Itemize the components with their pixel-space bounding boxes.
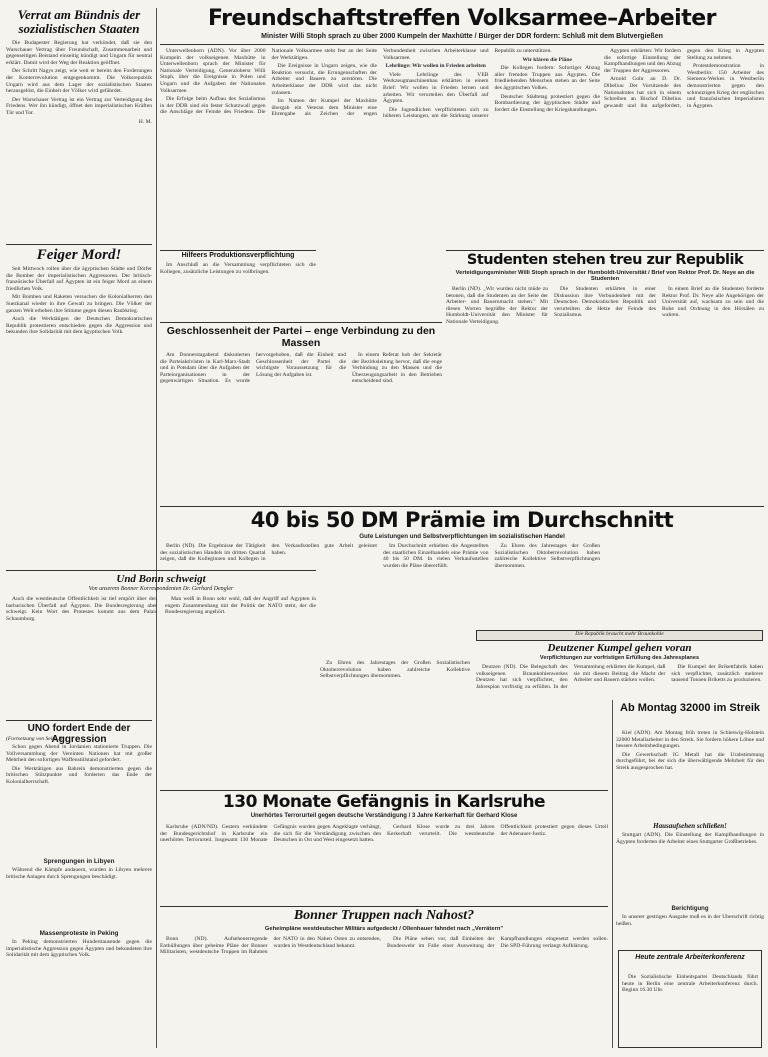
- geschlossenheit-paragraph: In einem Referat hob der Sekretär der Bezirksleitung hervor, daß die enge Verbindung zu den Massen und die Überzeugungsarbeit in den Betrieben entscheidend sind.: [352, 352, 442, 385]
- divider: [160, 322, 442, 323]
- divider: [6, 720, 152, 721]
- streik-headline: Ab Montag 32000 im Streik: [620, 702, 760, 714]
- sprengungen-headline: Sprengungen in Libyen: [43, 858, 115, 865]
- praemie-paragraph: Berlin (ND). Die Ergebnisse der Tätigkeit des sozialistischen Handels im dritten Quartal zeigen, daß die Kolleginnen und Kollegen in den Verkaufsstellen gute Arbeit geleistet haben.: [160, 543, 377, 563]
- verrat-headline: Verrat am Bündnis der sozialistischen Staaten: [17, 7, 141, 36]
- peking-headline: Massenproteste in Peking: [39, 930, 119, 937]
- deutzener-headline: Deutzener Kumpel gehen voran: [547, 642, 692, 654]
- main-right-article: [604, 48, 764, 248]
- main-paragraph: Die Ereignisse in Ungarn zeigen, wie die Reaktion versucht, die Errungenschaften der Arbeiter und Bauern zu zerstören. Die Arbeiterklasse der DDR wird das nicht zulassen.: [271, 63, 377, 96]
- geschlossenheit-article: [160, 352, 442, 502]
- studenten-headline: Studenten stehen treu zur Republik: [466, 252, 744, 268]
- main-article: [160, 48, 600, 248]
- divider: [160, 790, 608, 791]
- bonner-headline: Bonner Truppen nach Nahost?: [293, 908, 475, 923]
- main-paragraph: Unterwellenborn (ADN). Vor über 2000 Kumpeln der volkseigenen Maxhütte in Unterwellenborn sprach der Minister für Nationale Verteidigung, Generaloberst Willi Stoph, über die Ereignisse in Polen und Ungarn und die Aufgaben der Nationalen Volksarmee.: [160, 48, 266, 94]
- studenten-paragraph: Berlin (ND). „Wir wurden nicht müde zu betonen, daß die Studenten an der Seite der Arbeiter- und Bauernmacht stehen." Mit diesen Worten begrüßte der Rektor der Humboldt-Universität den Minister für Nationale Verteidigung.: [446, 286, 548, 325]
- deutzener-banner: Die Republik braucht mehr Braunkohle: [575, 631, 664, 637]
- column-divider: [156, 8, 157, 1048]
- main-subline: Minister Willi Stoph sprach zu über 2000 Kumpeln der Maxhütte / Bürger der DDR fordern: Schluß mit dem Blutvergießen: [261, 33, 663, 40]
- feiger-article: [6, 266, 152, 566]
- bonner-subline: Geheimpläne westdeutscher Militärs aufgedeckt / Ollenhauer fahndet nach „Verrätern": [264, 926, 504, 932]
- hilfe-paragraph: Im Anschluß an die Versammlung verpflichteten sich die Kollegen, zusätzliche Leistungen zu vollbringen.: [160, 262, 316, 275]
- feiger-headline: Feiger Mord!: [36, 247, 122, 263]
- praemie-continued: [320, 660, 470, 786]
- bonner-article: [160, 936, 608, 1046]
- lehrlinge-headline: Lehrlinge: Wir wollen in Frieden arbeiten: [385, 63, 486, 70]
- studenten-paragraph: In einem Brief an die Studenten forderte Rektor Prof. Dr. Neye alle Angehörigen der Universität auf, wachsam zu sein und die Ruhe und Ordnung in den Hörsälen zu wahren.: [662, 286, 764, 319]
- divider: [6, 244, 152, 245]
- studenten-subline: Verteidigungsminister Willi Stoph sprach in der Humboldt-Universität / Brief von Rektor Prof. Dr. Neye an die Studenten: [455, 270, 755, 282]
- bonn-paragraph: Auch die westdeutsche Öffentlichkeit ist tief empört über den barbarischen Überfall auf Ägypten. Die Bundesregierung aber schweigt. Kein Wort des Protestes kommt aus dem Palais Schaumburg.: [6, 596, 157, 622]
- right-paragraph: Arnold Gohr an D. Dr. Dibelius: Der Vorsitzende des Nationalrates hat sich in einem Schreiben an Bischof Dibelius gewandt und ihn aufgefordert, gegen den Krieg in Ägypten Stellung zu nehmen.: [604, 48, 764, 109]
- uno-headline: UNO fordert Ende der Aggression: [27, 723, 131, 745]
- arbeiterkonferenz-title: Heute zentrale Arbeiterkonferenz: [635, 954, 745, 961]
- praemie-paragraph: Zu Ehren des Jahrestages der Großen Sozialistischen Oktoberrevolution haben zahlreiche Kollektive Selbstverpflichtungen übernommen.: [494, 543, 600, 569]
- lehrlinge-paragraph: Viele Lehrlinge des VEB Werkzeugmaschinenbau erklärten in einem Brief: Wir wollen in Frieden lernen und arbeiten. Wir verurteilen den Überfall auf Ägypten.: [383, 71, 489, 105]
- uno-sub: (Fortsetzung von Seite 1): [6, 736, 63, 742]
- studenten-paragraph: Die Studenten erklärten in einer Diskussion ihre Verbundenheit mit der Deutschen Demokratischen Republik und verurteilten die Hetze der Feinde des Sozialismus.: [554, 286, 656, 319]
- uno-paragraph: Die Werktätigen aus Bahrein demonstrierten gegen die britischen Stützpunkte und forderten das Ende der Kolonialherrschaft.: [6, 765, 152, 785]
- deutzener-subline: Verpflichtungen zur vorfristigen Erfüllung des Jahresplanes: [539, 655, 700, 661]
- bonn-headline: Und Bonn schweigt: [116, 573, 206, 585]
- verrat-article: [6, 40, 152, 240]
- praemie-subline: Gute Leistungen und Selbstverpflichtungen im sozialistischen Handel: [359, 533, 565, 540]
- praemie-paragraph: Zu Ehren des Jahrestages der Großen Sozialistischen Oktoberrevolution haben zahlreiche Kollektive Selbstverpflichtungen übernommen.: [320, 660, 470, 680]
- verrat-paragraph: Der Warschauer Vertrag ist ein Vertrag zur Verteidigung des Friedens. Wer ihn kündigt, öffnet den imperialistischen Kräften Tür und Tor.: [6, 96, 152, 116]
- praemie-headline: 40 bis 50 DM Prämie im Durchschnitt: [250, 508, 674, 532]
- feiger-paragraph: Seit Mittwoch rollen über die ägyptischen Städte und Dörfer die Bomber der imperialistischen Aggressoren. Der britisch-französische Überfall auf Ägypten ist ein feiger Mord an einem friedlichen Volk.: [6, 266, 152, 292]
- bonn-byline: Von unserem Bonner Korrespondenten Dr. Gerhard Dengler: [88, 586, 234, 592]
- divider: [446, 250, 764, 251]
- peking-paragraph: In Peking demonstrierten Hunderttausende gegen die imperialistische Aggression gegen Ägypten und bekundeten ihre Solidarität mit dem ägyptischen Volk.: [6, 939, 152, 959]
- praemie-paragraph: Im Durchschnitt erhielten die Angestellten des staatlichen Einzelhandels eine Prämie von 40 bis 50 DM. In vielen Verkaufsstellen wurden die Pläne übererfüllt.: [383, 543, 489, 569]
- streik-paragraph: Kiel (ADN). Am Montag früh treten in Schleswig-Holstein 32000 Metallarbeiter in den Streik. Sie fordern höhere Löhne und bessere Arbeitsbedingungen.: [616, 730, 764, 750]
- verrat-paragraph: Der Schritt Nagys zeigt, wie weit er bereits den Forderungen der Konterrevolution entgegenkommt. Die Volksrepublik Ungarn wird aus dem Lager der sozialistischen Staaten herausgelöst, die Einheit der Völker wird gefährdet.: [6, 68, 152, 95]
- sprengungen-paragraph: Während die Kämpfe andauern, wurden in Libyen mehrere britische Anlagen durch Sprengungen beschädigt.: [6, 867, 152, 880]
- streik-paragraph: Die Gewerkschaft IG Metall hat die Urabstimmung durchgeführt, bei der sich die überwältigende Mehrheit für den Streik ausgesprochen hat.: [616, 751, 764, 771]
- right-paragraph: Protestdemonstration in Westberlin: 150 Arbeiter des Siemens-Werkes in Westberlin demonstrierten gegen den schmutzigen Krieg der englischen und französischen Imperialisten in Ägypten.: [687, 63, 764, 109]
- streik-article: [616, 730, 764, 820]
- klose-paragraph: Karlsruhe (ADN/ND). Gestern verkündete der Bundesgerichtshof in Karlsruhe ein unerhörtes Terrorurteil. Insgesamt 130 Monate Gefängnis wurden gegen Angeklagte verhängt, die sich für die Verständigung zwischen den Deutschen in Ost und West eingesetzt hatten.: [160, 824, 381, 844]
- lehrlinge-paragraph: Die Jugendlichen verpflichteten sich zu höheren Leistungen, um die Stärkung unserer Republik zu unterstützen.: [383, 48, 552, 120]
- deutzener-paragraph: Die Kumpel der Brikettfabrik haben sich verpflichtet, zusätzlich mehrere tausend Tonnen Briketts zu produzieren.: [671, 664, 763, 684]
- hilfe-headline: Hilfeers Produktionsverpflichtung: [181, 252, 295, 259]
- studenten-article: [446, 286, 764, 502]
- verrat-signature: H. M.: [138, 118, 152, 125]
- streik-sub-article: [616, 832, 764, 902]
- bonner-paragraph: Die Pläne sehen vor, daß Einheiten der Bundeswehr im Falle einer Ausweitung der Kampfhandlungen eingesetzt werden sollen. Die SPD-Führung verlangt Aufklärung.: [387, 936, 608, 949]
- verrat-paragraph: Die Budapester Regierung hat verkündet, daß sie den Warschauer Vertrag über Freundschaft, Zusammenarbeit und gegenseitigen Beistand einseitig kündigt und Ungarn für neutral erklärt. Damit wird der Weg der Reaktion geöffnet.: [6, 40, 152, 66]
- sprengungen-article: [6, 867, 152, 927]
- column-divider: [612, 700, 613, 1048]
- peking-article: [6, 939, 152, 1044]
- aegypten-paragraph: Die Kollegen fordern: Sofortiger Abzug aller fremden Truppen aus Ägypten. Die friedliebenden Menschen stehen an der Seite des ägyptischen Volkes.: [494, 65, 600, 91]
- aegypten-paragraph: Deutscher Städtetag protestiert gegen die Bombardierung der ägyptischen Städte und fordert die Einstellung der Kriegshandlungen.: [494, 93, 600, 113]
- klose-paragraph: Gerhard Klose wurde zu drei Jahren Kerkerhaft verurteilt. Die westdeutsche Öffentlichkeit protestiert gegen dieses Urteil der Adenauer-Justiz.: [387, 824, 608, 837]
- klose-headline: 130 Monate Gefängnis in Karlsruhe: [222, 792, 546, 812]
- divider: [160, 506, 764, 507]
- bonner-paragraph: Bonn (ND). Aufsehenerregende Enthüllungen über geheime Pläne der Bonner Militaristen, westdeutsche Truppen im Rahmen der NATO in den Nahen Osten zu entsenden, wurden in Westdeutschland bekannt.: [160, 936, 381, 956]
- right-paragraph: Ägypten erklärten: Wir fordern die sofortige Einstellung der Kampfhandlungen und den Abzug der Truppen der Aggressoren.: [604, 48, 681, 74]
- arbeiterkonferenz-text: [622, 974, 758, 1042]
- aegypten-headline: Wir klären die Pläne: [522, 56, 573, 63]
- divider: [160, 906, 608, 907]
- divider: [160, 44, 764, 45]
- hilfe-article: [160, 262, 316, 322]
- streik-sub-paragraph: Stuttgart (ADN). Die Einstellung der Kampfhandlungen in Ägypten forderten die Arbeiter eines Stuttgarter Großbetriebes.: [616, 832, 764, 845]
- feiger-paragraph: Auch die Werktätigen der Deutschen Demokratischen Republik protestieren entschieden gegen die Aggression und bekunden ihre Solidarität mit dem ägyptischen Volk.: [6, 316, 152, 336]
- berichtigung-text: [616, 914, 764, 944]
- berichtigung-paragraph: In unserer gestrigen Ausgabe muß es in der Überschrift richtig heißen.: [616, 914, 764, 927]
- feiger-paragraph: Mit Bomben und Raketen versuchen die Kolonialherren den Suezkanal wieder in ihre Gewalt zu bringen. Die Völker der ganzen Welt erheben ihre Stimme gegen diesen Raubkrieg.: [6, 294, 152, 314]
- klose-subline: Unerhörtes Terrorurteil gegen deutsche Verständigung / 3 Jahre Kerkerhaft für Gerhard Klose: [250, 813, 518, 819]
- deutzener-paragraph: Deutzen (ND). Die Belegschaft des volkseigenen Braunkohlenwerkes Deutzen hat sich verpflichtet, den Jahresplan vorfristig zu erfüllen. In der Versammlung erklärten die Kumpel, daß sie mit diesem Beitrag die Macht der Arbeiter und Bauern stärken wollen.: [476, 664, 666, 690]
- main-headline: Freundschaftstreffen Volksarmee–Arbeiter: [208, 6, 716, 31]
- uno-article: [6, 744, 152, 854]
- geschlossenheit-headline: Geschlossenheit der Partei – enge Verbindung zu den Massen: [166, 325, 436, 349]
- divider: [160, 250, 316, 251]
- bonn-paragraph: Man weiß in Bonn sehr wohl, daß der Angriff auf Ägypten in engem Zusammenhang mit der Politik der NATO steht, der die Bundesregierung angehört.: [165, 596, 316, 616]
- uno-paragraph: Schon gegen Abend in Jordanien stationierte Truppen. Die Vollversammlung der Vereinten Nationen hat mit großer Mehrheit den sofortigen Waffenstillstand gefordert.: [6, 744, 152, 764]
- arbeiterkonferenz-paragraph: Die Sozialistische Einheitspartei Deutschlands führt heute in Berlin eine zentrale Arbeiterkonferenz durch. Beginn 16.30 Uhr.: [622, 974, 758, 994]
- streik-sub-headline: Hausaufsehen schließen!: [653, 822, 727, 830]
- geschlossenheit-paragraph: Am Donnerstagabend diskutierten die Parteiaktivisten in Karl-Marx-Stadt und in Potsdam über die Aufgaben der Parteiorganisationen in der gegenwärtigen Situation. Es wurde hervorgehoben, daß die Einheit und Geschlossenheit der Partei die wichtigste Voraussetzung für die Lösung der Aufgaben ist.: [160, 352, 346, 385]
- main-paragraph: Die Erfolge beim Aufbau des Sozialismus in der DDR sind ein fester Schutzwall gegen die Anschläge der Feinde des Friedens. Die Nationale Volksarmee steht fest an der Seite der Werktätigen.: [160, 48, 377, 116]
- klose-article: [160, 824, 608, 904]
- main-paragraph: Im Namen der Kumpel der Maxhütte übergab ein Veteran dem Minister eine Ehrengabe als Zeichen der engen Verbundenheit zwischen Arbeiterklasse und Volksarmee.: [271, 48, 489, 118]
- berichtigung-title: Berichtigung: [671, 906, 709, 912]
